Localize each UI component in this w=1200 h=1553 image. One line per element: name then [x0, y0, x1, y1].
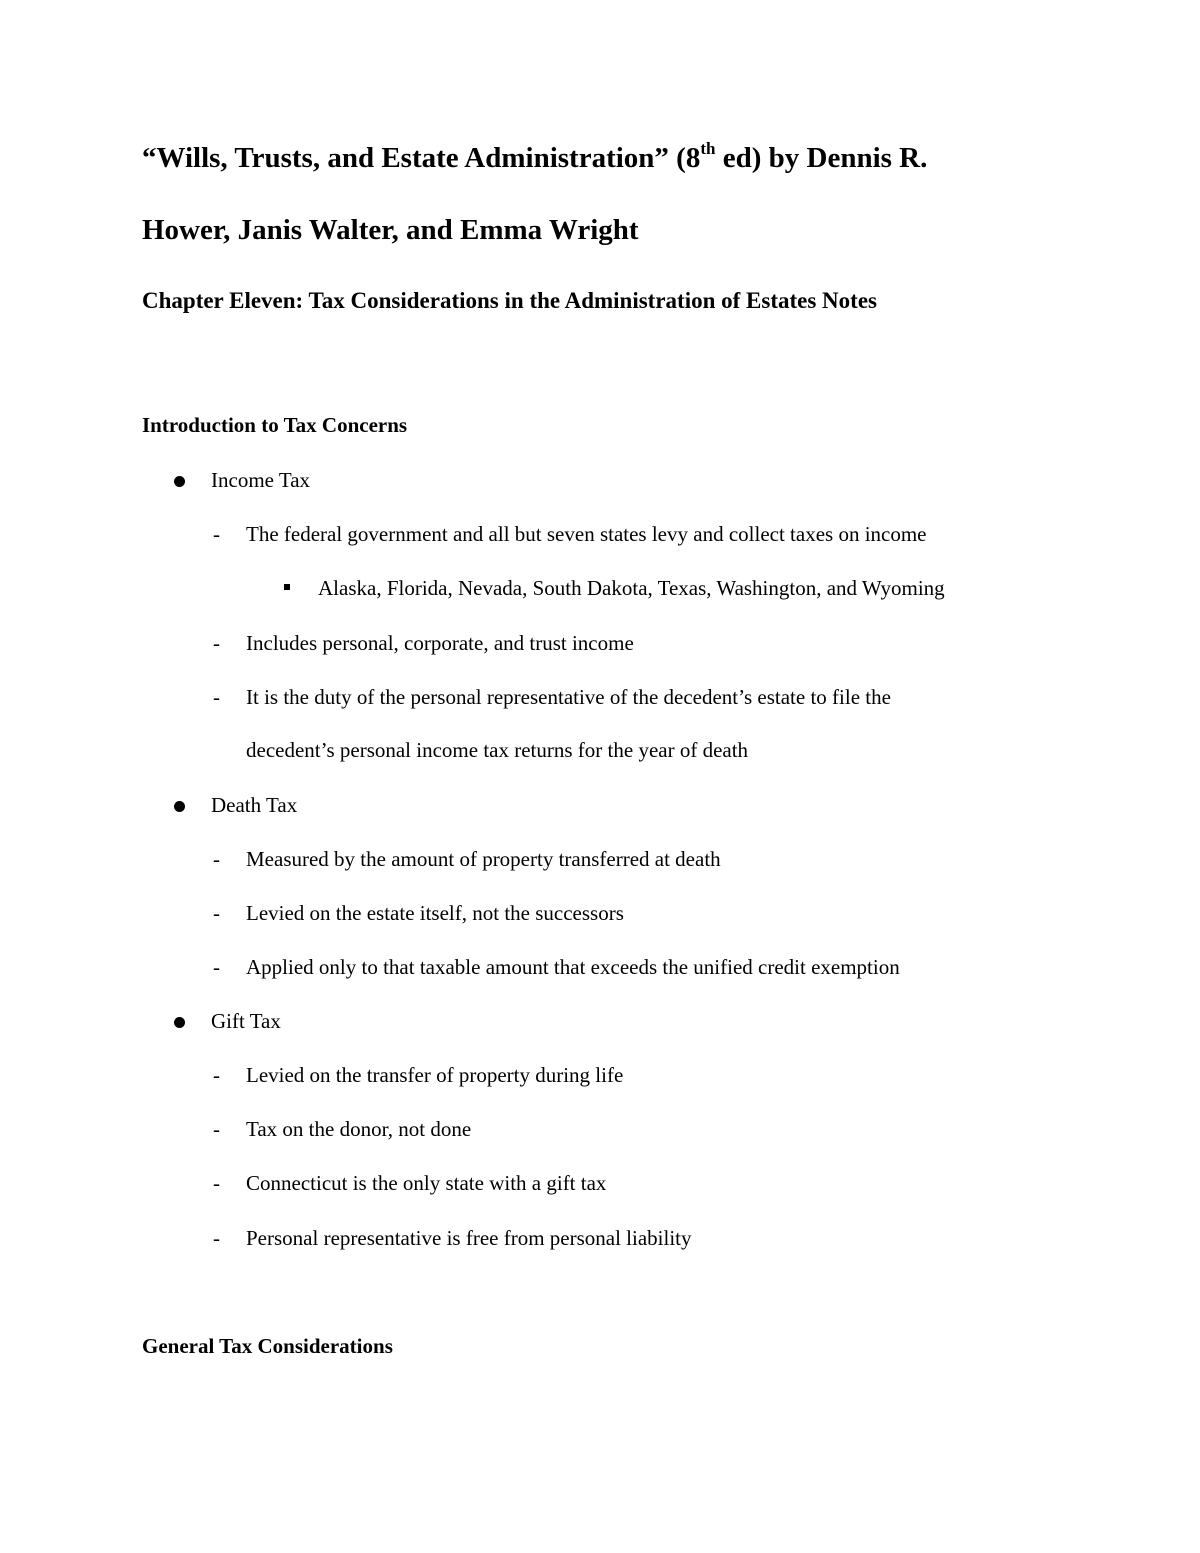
list-item-income-tax: Income Tax: [211, 468, 311, 492]
title-superscript: th: [700, 139, 716, 158]
dash-icon: -: [213, 847, 220, 871]
dash-icon: -: [213, 685, 220, 709]
list-item: Connecticut is the only state with a gift tax: [246, 1171, 607, 1195]
bullet-icon: [174, 801, 185, 812]
square-bullet-icon: [284, 584, 290, 590]
section-heading-intro: Introduction to Tax Concerns: [142, 413, 408, 437]
chapter-heading: Chapter Eleven: Tax Considerations in the Administration of Estates Notes: [142, 288, 877, 313]
dash-icon: -: [213, 1171, 220, 1195]
list-item: It is the duty of the personal representative of the decedent’s estate to file the: [246, 685, 891, 709]
dash-icon: -: [213, 901, 220, 925]
list-item-death-tax: Death Tax: [211, 793, 298, 817]
list-item: The federal government and all but seven states levy and collect taxes on income: [246, 522, 927, 546]
list-item: Tax on the donor, not done: [246, 1117, 472, 1141]
list-item-states: Alaska, Florida, Nevada, South Dakota, Texas, Washington, and Wyoming: [318, 576, 945, 600]
list-item-continuation: decedent’s personal income tax returns for the year of death: [246, 738, 749, 762]
dash-icon: -: [213, 1226, 220, 1250]
list-item: Includes personal, corporate, and trust income: [246, 631, 634, 655]
document-title-line-1: [142, 139, 928, 175]
bullet-icon: [174, 1017, 185, 1028]
list-item: Levied on the transfer of property during life: [246, 1063, 624, 1087]
title-text-a: “Wills, Trusts, and Estate Administration” (8: [142, 142, 701, 174]
dash-icon: -: [213, 1063, 220, 1087]
title-text-b: ed) by Dennis R.: [715, 142, 928, 174]
dash-icon: -: [213, 631, 220, 655]
dash-icon: -: [213, 955, 220, 979]
document-title-line-2: Hower, Janis Walter, and Emma Wright: [142, 214, 639, 246]
list-item-gift-tax: Gift Tax: [211, 1009, 281, 1033]
list-item: Measured by the amount of property transferred at death: [246, 847, 721, 871]
section-heading-general: General Tax Considerations: [142, 1334, 393, 1358]
dash-icon: -: [213, 1117, 220, 1141]
dash-icon: -: [213, 522, 220, 546]
bullet-icon: [174, 476, 185, 487]
list-item: Personal representative is free from personal liability: [246, 1226, 692, 1250]
list-item: Levied on the estate itself, not the successors: [246, 901, 624, 925]
list-item: Applied only to that taxable amount that exceeds the unified credit exemption: [246, 955, 900, 979]
